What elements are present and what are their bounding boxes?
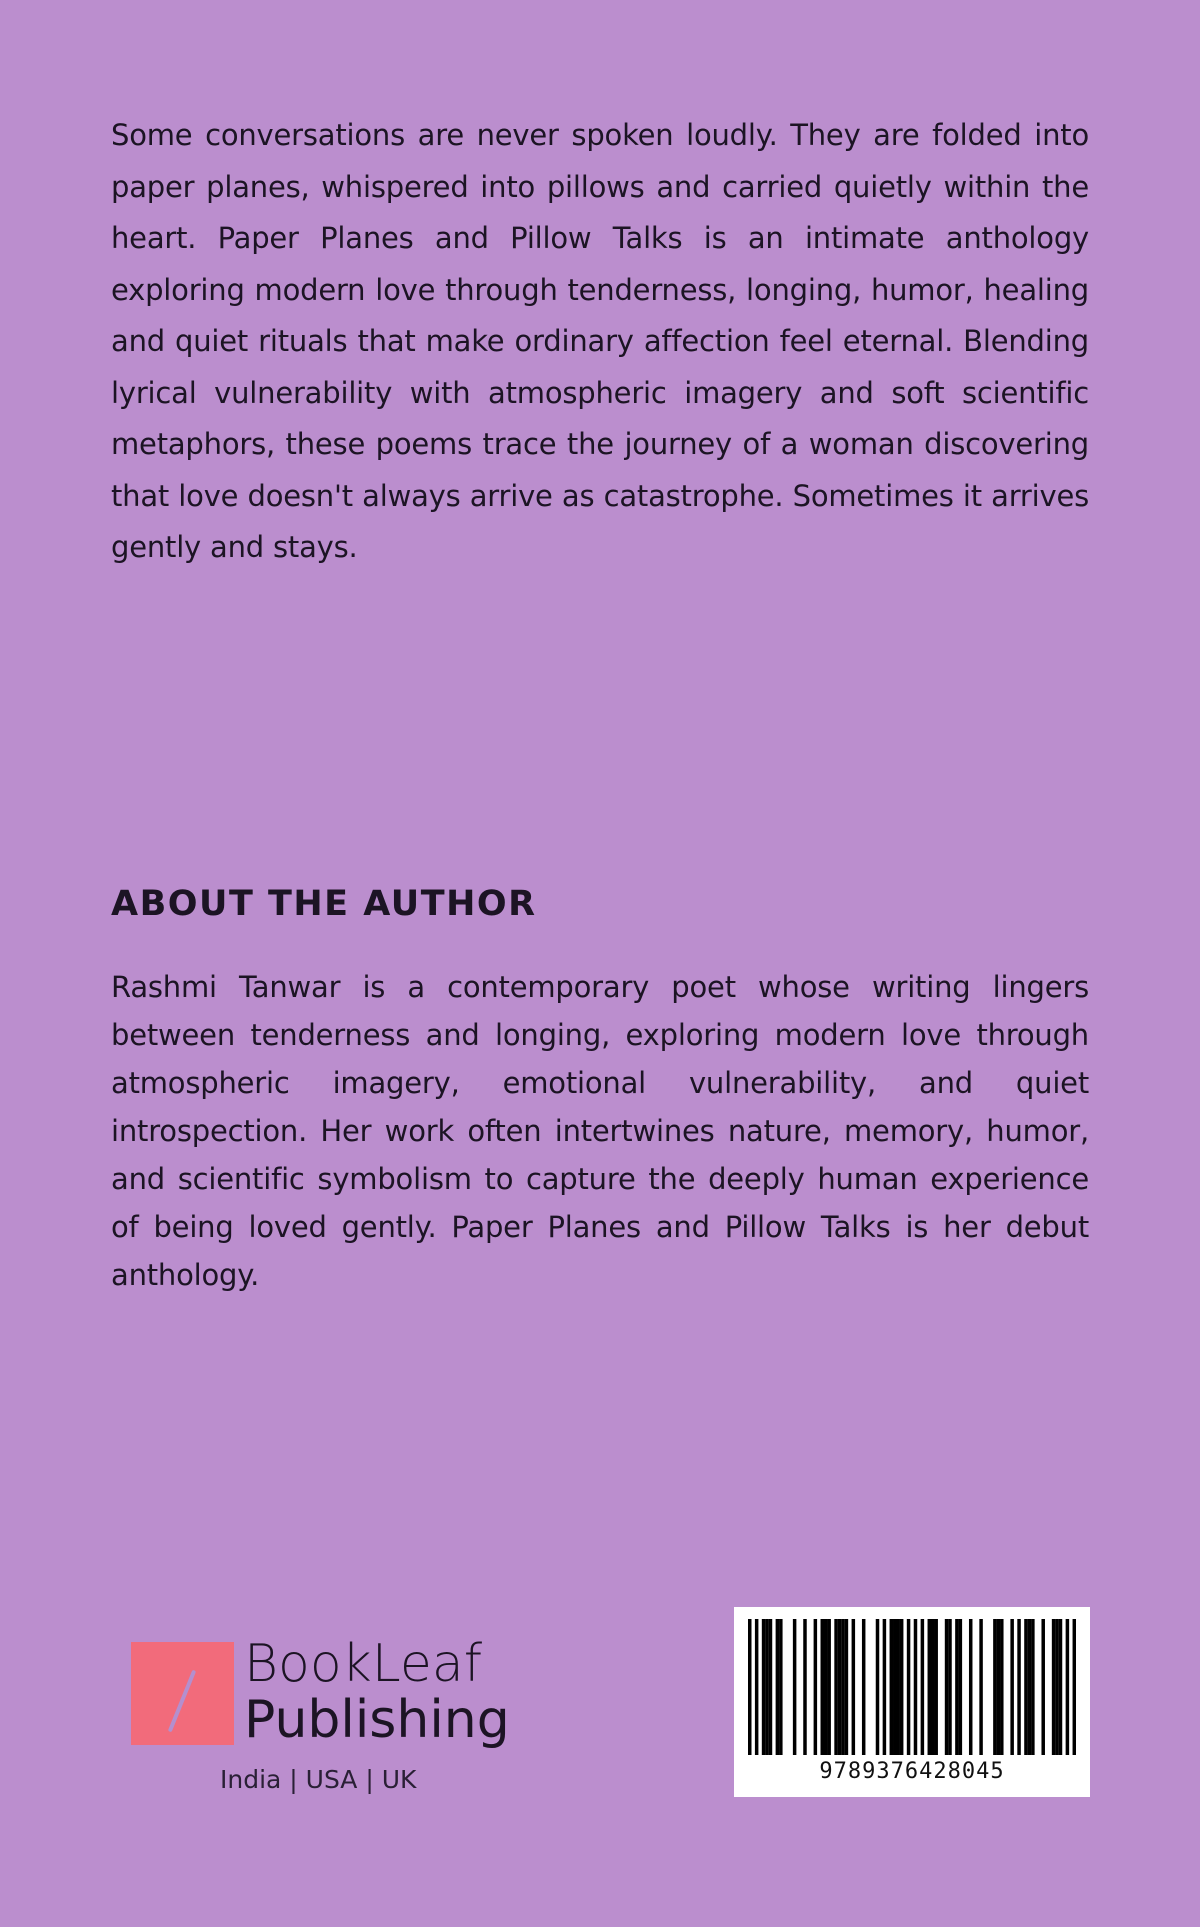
barcode-bar [769,1619,773,1755]
barcode-bar [776,1619,780,1755]
barcode-bar [1010,1619,1014,1755]
publisher-name-line2: Publishing [244,1690,510,1750]
publisher-logo [131,1636,531,1806]
barcode-bar [852,1619,856,1755]
barcode-bar [755,1619,759,1755]
barcode-bar [1031,1619,1035,1755]
barcode-bar [1000,1619,1004,1755]
barcode-bar [959,1619,963,1755]
about-author-heading: ABOUT THE AUTHOR [111,884,537,924]
barcode-bar [838,1619,842,1755]
barcode-bar [921,1619,925,1755]
barcode-bar [948,1619,952,1755]
barcode-bar [779,1619,783,1755]
barcode-bar [803,1619,807,1755]
barcode-bar [834,1619,838,1755]
barcode-bar [914,1619,918,1755]
barcode-bar [890,1619,894,1755]
barcode-bar [762,1619,766,1755]
barcode-bar [1041,1619,1045,1755]
barcode-bar [814,1619,818,1755]
slash-logo-icon [131,1642,234,1745]
barcode-bar [748,1619,752,1755]
barcode-bar [945,1619,949,1755]
barcode-bar [1059,1619,1063,1755]
barcode-bar [955,1619,959,1755]
barcode-bar [1073,1619,1076,1755]
book-blurb: Some conversations are never spoken loudly. They are folded into paper planes, whispered into pillows and carried quietly within the heart. Paper Planes and Pillow Talks is an intimate anthology exploring modern love through tenderness, longing, humor, healing and quiet rituals that make ordinary affection feel eternal. Blending lyrical vulnerability with atmospheric imagery and soft scientific metaphors, these poems trace the journey of a woman discovering that love doesn't always arrive as catastrophe. Sometimes it arrives gently and stays. [111,118,1089,564]
barcode-bars [748,1619,1076,1755]
barcode-bar [907,1619,911,1755]
barcode-bar [793,1619,797,1755]
barcode-bar [1024,1619,1028,1755]
barcode-bar [979,1619,983,1755]
isbn-number: 9789376428045 [819,1759,1005,1784]
barcode-bar [900,1619,904,1755]
barcode-bar [876,1619,880,1755]
publisher-regions: India | USA | UK [220,1765,417,1794]
barcode-bar [883,1619,887,1755]
barcode-bar [1052,1619,1056,1755]
barcode-bar [845,1619,849,1755]
barcode-bar [1017,1619,1021,1755]
barcode-bar [928,1619,932,1755]
barcode-bar [821,1619,825,1755]
barcode-bar [931,1619,935,1755]
barcode-bar [934,1619,938,1755]
barcode-bar [862,1619,866,1755]
barcode-bar [893,1619,897,1755]
barcode-bar [1055,1619,1059,1755]
publisher-name-line1: BookLeaf [244,1634,483,1694]
barcode-bar [896,1619,900,1755]
barcode-bar [969,1619,973,1755]
barcode-bar [997,1619,1001,1755]
logo-slash-mark [168,1670,196,1733]
barcode-bar [765,1619,769,1755]
barcode-bar [827,1619,831,1755]
barcode-bar [841,1619,845,1755]
barcode-bar [993,1619,997,1755]
barcode-bar [1066,1619,1070,1755]
isbn-barcode [734,1607,1090,1797]
author-bio: Rashmi Tanwar is a contemporary poet whose writing lingers between tenderness and longing, exploring modern love through atmospheric imagery, emotional vulnerability, and quiet introspection. Her work often intertwines nature, memory, humor, and scientific symbolism to capture the deeply human experience of being loved gently. Paper Planes and Pillow Talks is her debut anthology. [111,970,1089,1292]
barcode-bar [1028,1619,1032,1755]
barcode-bar [824,1619,828,1755]
